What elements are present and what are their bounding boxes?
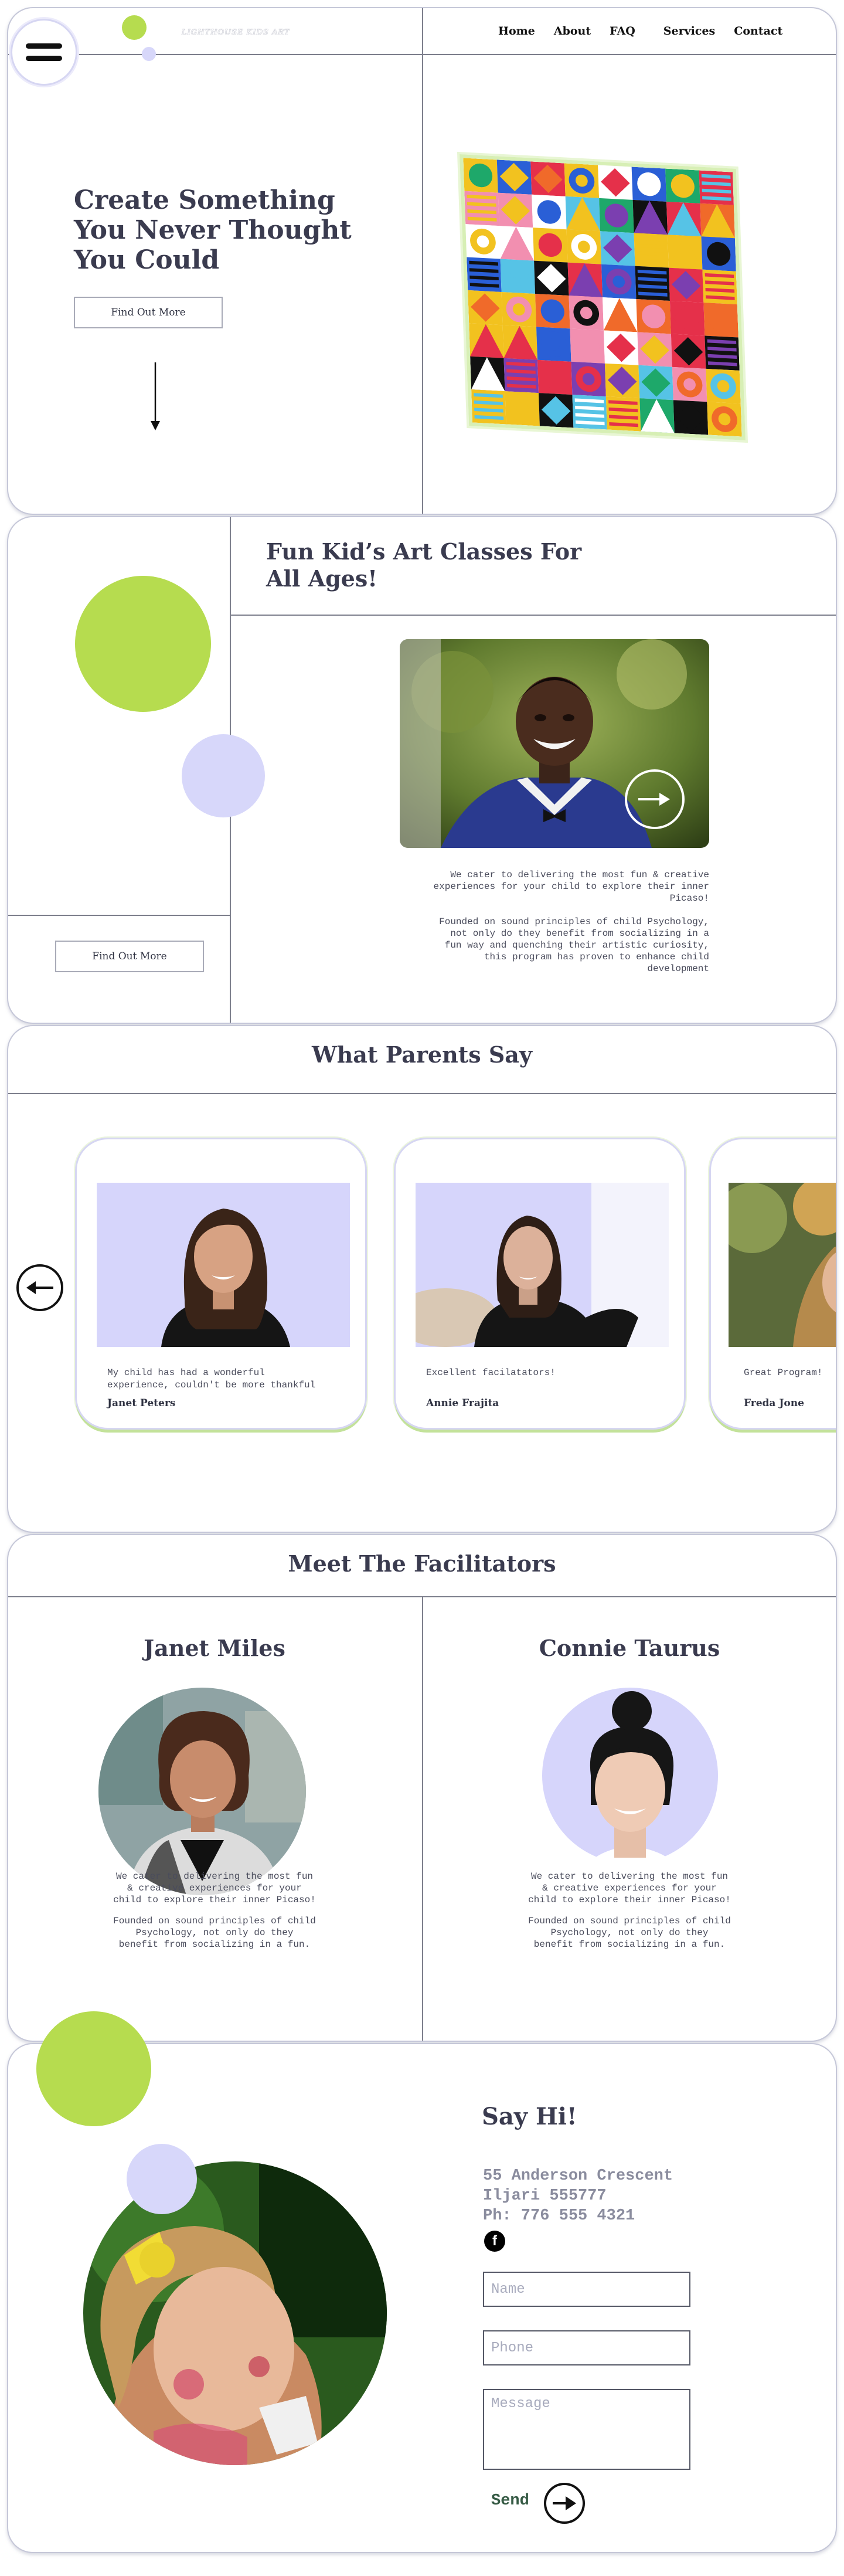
- brand-logo[interactable]: LIGHTHOUSE KIDS ART: [182, 28, 290, 37]
- text-line: Psychology, not only do they: [135, 1927, 294, 1938]
- carousel-prev-button[interactable]: [16, 1264, 63, 1311]
- facilitator-bio-2: [423, 1915, 836, 1950]
- phone-input[interactable]: [483, 2330, 690, 2365]
- nav-about[interactable]: About: [553, 25, 591, 38]
- facilitator-name: Connie Taurus: [539, 1635, 720, 1661]
- decor-circle-green: [36, 2011, 151, 2126]
- decor-circle-lavender: [182, 734, 265, 817]
- nav-faq[interactable]: FAQ: [610, 25, 635, 38]
- arrow-right-icon: [552, 2494, 577, 2512]
- arrow-left-icon: [25, 1280, 55, 1295]
- testimonial-quote: [426, 1367, 678, 1379]
- divider-horizontal: [8, 1093, 837, 1094]
- classes-paragraph-1: [383, 869, 709, 904]
- contact-section: [7, 2043, 837, 2553]
- decor-circle-lavender: [142, 47, 156, 61]
- contact-title: Say Hi!: [482, 2103, 577, 2130]
- divider-horizontal: [8, 54, 837, 55]
- facilitator-photo: [526, 1688, 734, 1895]
- classes-title: [266, 538, 581, 592]
- text-line: & creative experiences for your: [127, 1883, 302, 1893]
- testimonials-section: [7, 1025, 837, 1533]
- facilitators-section: [7, 1534, 837, 2042]
- play-video-button[interactable]: [625, 769, 685, 829]
- classes-title-line: All Ages!: [266, 565, 377, 592]
- decor-circle-green: [122, 15, 147, 40]
- parent-photo: [416, 1183, 669, 1347]
- nav-home[interactable]: Home: [498, 25, 535, 38]
- girl-painting-photo: [83, 2161, 387, 2465]
- facilitator-photo: [98, 1688, 306, 1895]
- text-line: Excellent facilatators!: [426, 1367, 556, 1378]
- nav-contact[interactable]: Contact: [734, 25, 783, 38]
- text-line: not only do they benefit from socializing in a: [450, 928, 709, 939]
- hero-title-line: You Never Thought: [74, 215, 352, 245]
- text-line: child to explore their inner Picaso!: [113, 1895, 316, 1905]
- text-line: fun way and quenching their artistic curiosity,: [444, 940, 709, 951]
- divider-horizontal: [8, 915, 230, 916]
- address-city: Iljari 555777: [483, 2187, 607, 2205]
- text-line: experience, couldn't be more thankful: [107, 1380, 316, 1390]
- arrow-down-icon[interactable]: [147, 362, 164, 433]
- hero-find-out-more-button[interactable]: Find Out More: [74, 297, 223, 328]
- testimonial-card[interactable]: [709, 1138, 837, 1430]
- parent-photo: [97, 1183, 350, 1347]
- send-label[interactable]: Send: [491, 2492, 529, 2510]
- text-line: My child has had a wonderful: [107, 1367, 265, 1378]
- facilitators-title: Meet The Facilitators: [288, 1550, 556, 1577]
- arrow-right-icon: [637, 790, 672, 808]
- testimonial-name: Freda Jone: [744, 1397, 804, 1409]
- name-input[interactable]: [483, 2272, 690, 2307]
- hero-title-line: You Could: [74, 245, 220, 275]
- decor-circle-green: [75, 576, 211, 712]
- hamburger-icon-bar: [26, 56, 62, 61]
- testimonial-name: Annie Frajita: [426, 1397, 499, 1409]
- text-line: Founded on sound principles of child Psychology,: [439, 917, 709, 927]
- testimonial-card[interactable]: [394, 1138, 686, 1430]
- facilitator-bio-2: [8, 1915, 421, 1950]
- decor-circle-lavender: [127, 2144, 197, 2214]
- hero-title: [74, 185, 402, 275]
- testimonial-quote: [107, 1367, 359, 1391]
- facilitator-bio-1: [423, 1871, 836, 1906]
- text-line: We cater to delivering the most fun & creative: [450, 870, 709, 880]
- main-nav: [498, 25, 782, 38]
- send-button[interactable]: [544, 2483, 585, 2524]
- geometric-art-image: [460, 154, 746, 440]
- text-line: Founded on sound principles of child: [113, 1916, 316, 1926]
- nav-services[interactable]: Services: [663, 25, 716, 38]
- text-line: Picaso!: [669, 893, 709, 904]
- text-line: We cater to delivering the most fun: [530, 1871, 729, 1882]
- testimonial-name: Janet Peters: [107, 1397, 176, 1409]
- hamburger-icon: [26, 43, 62, 49]
- classes-title-line: Fun Kid’s Art Classes For: [266, 538, 582, 565]
- text-line: We cater to delivering the most fun: [115, 1871, 314, 1882]
- text-line: development: [647, 963, 709, 974]
- hero-title-line: Create Something: [74, 185, 335, 215]
- facebook-icon[interactable]: f: [484, 2231, 505, 2252]
- message-input[interactable]: [483, 2389, 690, 2470]
- hero-section: [7, 7, 837, 515]
- divider-vertical: [422, 1596, 423, 2042]
- testimonial-quote: [744, 1367, 837, 1379]
- text-line: benefit from socializing in a fun.: [533, 1939, 726, 1950]
- contact-phone: Ph: 776 555 4321: [483, 2207, 635, 2225]
- classes-find-out-more-button[interactable]: Find Out More: [55, 941, 204, 972]
- text-line: Psychology, not only do they: [550, 1927, 709, 1938]
- facilitator-bio-1: [8, 1871, 421, 1906]
- testimonial-card[interactable]: [75, 1138, 367, 1430]
- text-line: benefit from socializing in a fun.: [118, 1939, 311, 1950]
- text-line: Great Program!: [744, 1367, 823, 1378]
- text-line: this program has proven to enhance child: [484, 952, 709, 962]
- text-line: Founded on sound principles of child: [528, 1916, 731, 1926]
- facilitator-name: Janet Miles: [144, 1635, 285, 1661]
- classes-section: [7, 516, 837, 1024]
- classes-paragraph-2: [383, 916, 709, 975]
- text-line: child to explore their inner Picaso!: [528, 1895, 731, 1905]
- text-line: & creative experiences for your: [542, 1883, 717, 1893]
- address-street: 55 Anderson Crescent: [483, 2167, 673, 2185]
- menu-button[interactable]: [11, 19, 77, 86]
- divider-vertical: [422, 8, 423, 515]
- divider-horizontal: [230, 615, 837, 616]
- text-line: experiences for your child to explore their inner: [433, 881, 709, 892]
- testimonials-title: What Parents Say: [311, 1041, 533, 1068]
- parent-photo: [729, 1183, 837, 1347]
